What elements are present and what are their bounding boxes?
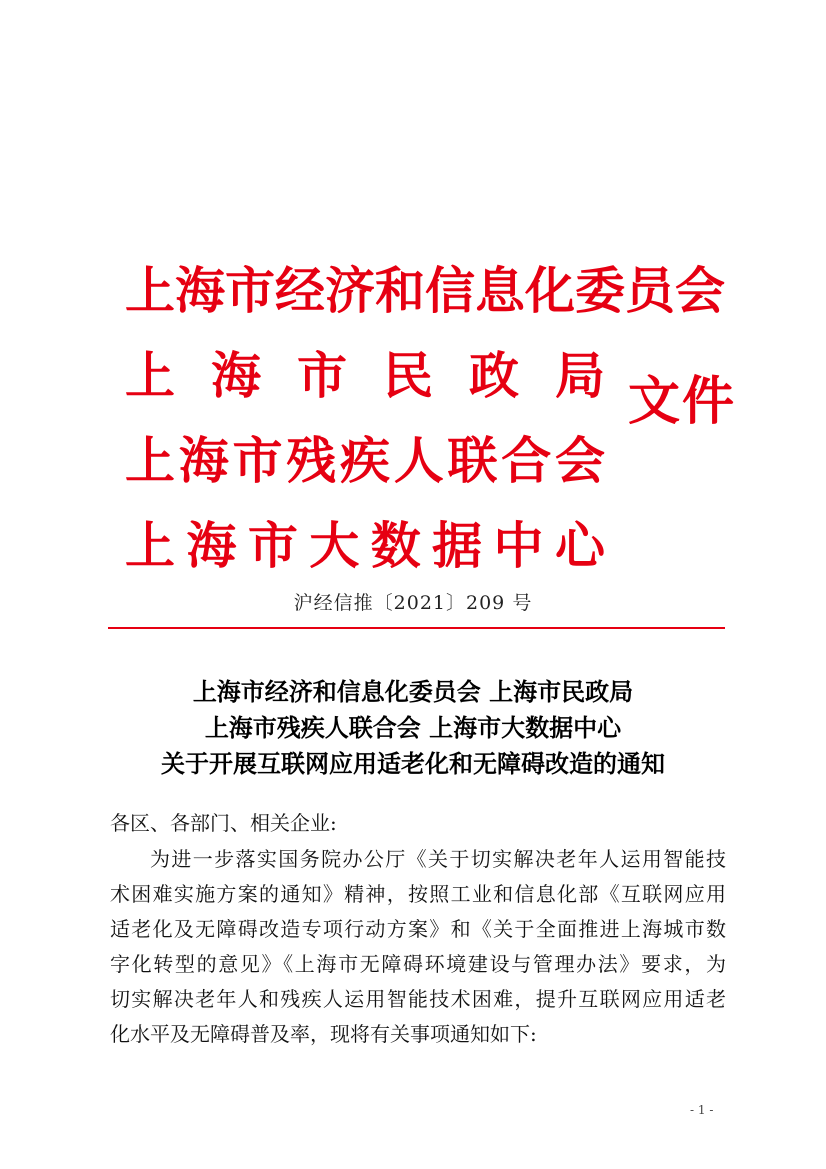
issuer-char: 海 [186, 516, 237, 575]
file-label: 文件 [628, 371, 737, 432]
issuer-char: 济 [325, 261, 375, 320]
issuer-char: 据 [432, 516, 483, 575]
body-line: 术困难实施方案的通知》精神，按照工业和信息化部《互联网应用 [110, 882, 726, 906]
issuer-char: 员 [625, 261, 675, 320]
salutation: 各区、各部门、相关企业: [110, 811, 337, 835]
issuer-char: 会 [555, 431, 605, 490]
issuer-char: 局 [555, 346, 605, 405]
issuer-char: 海 [211, 346, 261, 405]
issuer-char: 大 [309, 516, 360, 575]
title-line: 上海市残疾人联合会 上海市大数据中心 [204, 713, 622, 742]
issuer-char: 市 [247, 516, 298, 575]
title-line: 上海市经济和信息化委员会 上海市民政局 [192, 677, 634, 706]
issuer-char: 上 [125, 346, 175, 405]
issuer-char: 海 [175, 261, 225, 320]
issuer-char: 委 [575, 261, 625, 320]
issuer-char: 政 [469, 346, 519, 405]
page-number: - 1 - [690, 1103, 714, 1117]
issuer-char: 数 [370, 516, 421, 575]
issuer-char: 合 [501, 431, 552, 490]
issuer-char: 化 [525, 261, 575, 320]
issuer-char: 心 [554, 516, 605, 575]
body-paragraph [110, 842, 726, 1052]
issuer-char: 和 [375, 261, 425, 320]
issuer-char: 会 [675, 261, 725, 320]
issuer-char: 联 [447, 431, 498, 490]
issuer-char: 上 [125, 516, 175, 575]
issuer-char: 经 [275, 261, 325, 320]
title-line: 关于开展互联网应用适老化和无障碍改造的通知 [161, 749, 665, 778]
issuer-char: 海 [178, 431, 229, 490]
issuer-char: 息 [475, 261, 525, 320]
issuer-char: 市 [297, 346, 347, 405]
issuer-char: 民 [383, 346, 433, 405]
issuer-line-disabled-federation [125, 418, 605, 503]
document-title [0, 674, 826, 782]
body-line: 为进一步落实国务院办公厅《关于切实解决老年人运用智能技 [150, 847, 726, 871]
body-line: 化水平及无障碍普及率，现将有关事项通知如下: [110, 1022, 537, 1046]
document-number: 沪经信推〔2021〕209 号 [293, 592, 533, 614]
issuer-char: 残 [286, 431, 337, 490]
issuer-char: 上 [125, 431, 175, 490]
issuer-char: 中 [493, 516, 544, 575]
body-line: 切实解决老年人和残疾人运用智能技术困难，提升互联网应用适老 [110, 987, 726, 1011]
body-line: 字化转型的意见》《上海市无障碍环境建设与管理办法》要求，为 [110, 952, 726, 976]
issuer-char: 上 [125, 261, 175, 320]
issuer-char: 人 [393, 431, 444, 490]
issuer-char: 市 [232, 431, 283, 490]
red-divider-line [108, 627, 725, 629]
issuer-line-economy [125, 248, 725, 333]
issuer-line-civil-affairs [125, 333, 605, 418]
issuer-line-big-data-center [125, 503, 605, 588]
issuer-char: 信 [425, 261, 475, 320]
issuer-char: 疾 [340, 431, 390, 490]
body-line: 适老化及无障碍改造专项行动方案》和《关于全面推进上海城市数 [110, 917, 726, 941]
issuer-char: 市 [225, 261, 275, 320]
